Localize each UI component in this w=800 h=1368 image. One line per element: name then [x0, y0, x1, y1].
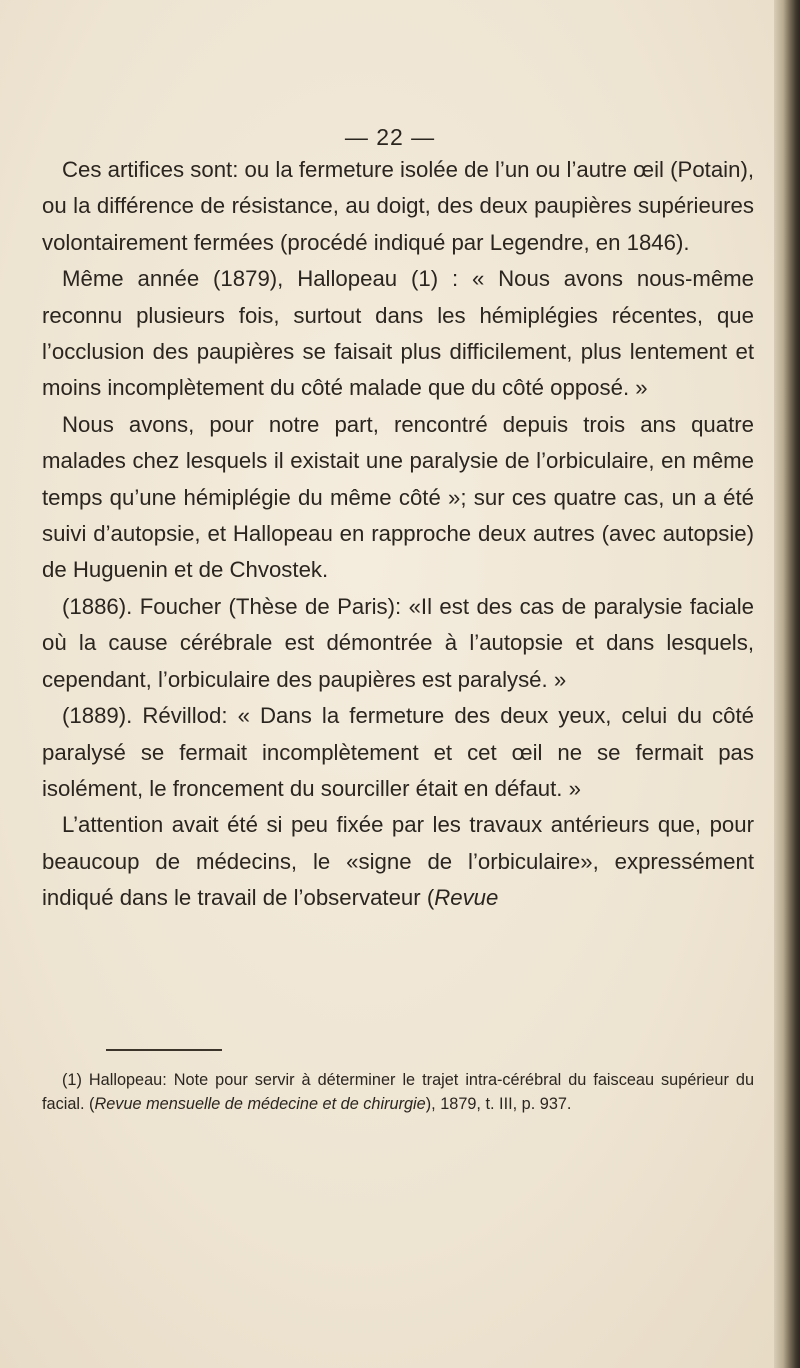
paragraph-4: (1886). Foucher (Thèse de Paris): «Il est des cas de paralysie faciale où la cause cérébrale est démontrée à l’autopsie et dans lesquels, cependant, l’orbiculaire des paupières est paralysé. » [42, 593, 754, 692]
page-number: — 22 — [344, 124, 436, 150]
paragraph-5: (1889). Révillod: « Dans la fermeture des deux yeux, celui du côté paralysé se fermait incomplètement et cet œil ne se fermait pas isolément, le froncement du sourciller était en défaut. » [42, 703, 754, 801]
paragraph-1: Ces artifices sont: ou la fermeture isolée de l’un ou l’autre œil (Potain), ou la différence de résistance, au doigt, des deux paupières supérieures volontairement fermées (procédé indiqué par Legendre, en 1846). [42, 157, 754, 255]
paragraph-6 [42, 807, 754, 916]
footnote-text: (1) Hallopeau: Note pour servir à déterminer le trajet intra-cérébral du faisceau supérieur du facial. ( [42, 1071, 754, 1113]
paragraph-6-italic: Revue [434, 885, 499, 911]
body-text [42, 152, 754, 917]
paragraph-6-text: L’attention avait été si peu fixée par les travaux antérieurs que, pour beaucoup de médecins, le «signe de l’orbiculaire», expressément indiqué dans le travail de l’observateur ( [42, 812, 754, 911]
book-binding-edge [774, 0, 800, 1368]
paragraph-3: Nous avons, pour notre part, rencontré depuis trois ans quatre malades chez lesquels il existait une paralysie de l’orbiculaire, en même temps qu’une hémiplégie du même côté »; sur ces quatre cas, un a été suivi d’autopsie, et Hallopeau en rapproche deux autres (avec autopsie) de Huguenin et de Chvostek. [42, 411, 754, 583]
footnote [42, 1068, 754, 1116]
footnote-separator [106, 1049, 222, 1051]
footnote-citation: ), 1879, t. III, p. 937. [425, 1095, 572, 1113]
paragraph-2: Même année (1879), Hallopeau (1) : « Nous avons nous-même reconnu plusieurs fois, surtout dans les hémiplégies récentes, que l’occlusion des paupières se faisait plus difficilement, plus lentement et moins incomplètement du côté malade que du côté opposé. » [42, 266, 754, 401]
footnote-journal: Revue mensuelle de médecine et de chirurgie [94, 1095, 426, 1113]
footnote-line [42, 1068, 754, 1116]
